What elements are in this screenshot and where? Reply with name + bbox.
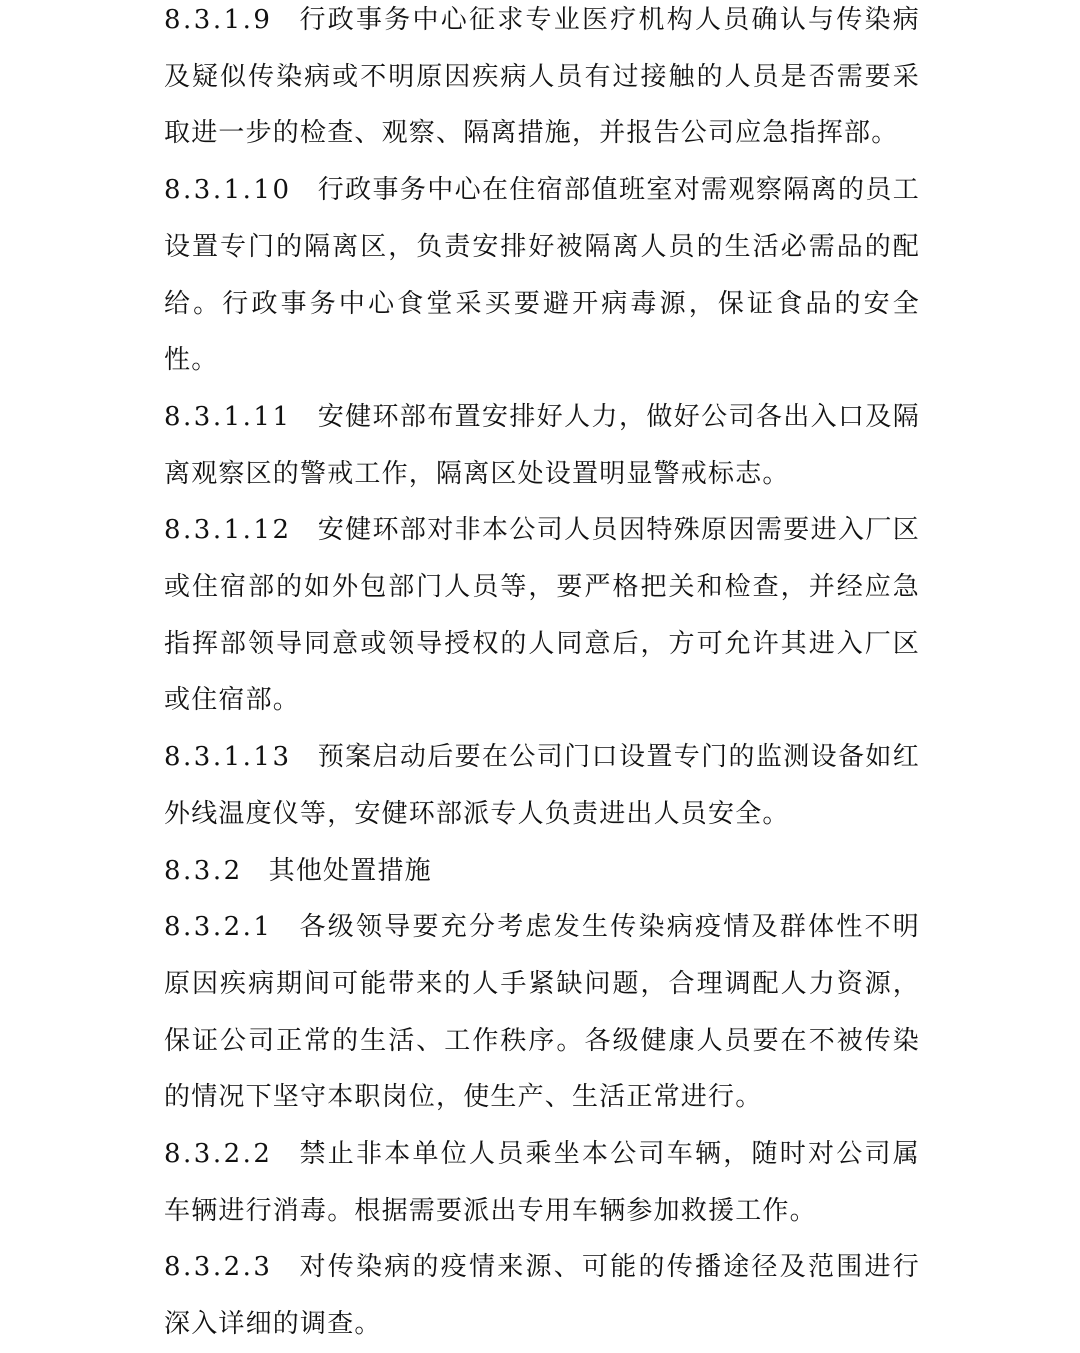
paragraph-8-3-2-2 <box>164 1126 920 1239</box>
paragraph-8-3-1-10 <box>164 162 920 389</box>
clause-text: 安健环部对非本公司人员因特殊原因需要进入厂区或住宿部的如外包部门人员等，要严格把关和检查，并经应急指挥部领导同意或领导授权的人同意后，方可允许其进入厂区或住宿部。 <box>164 515 920 716</box>
paragraph-8-3-1-9 <box>164 0 920 162</box>
clause-number: 8.3.2.2 <box>164 1139 273 1170</box>
clause-text: 其他处置措施 <box>268 855 432 886</box>
section-heading-8-3-2 <box>164 843 920 900</box>
paragraph-8-3-1-12 <box>164 502 920 729</box>
paragraph-8-3-1-13 <box>164 729 920 842</box>
clause-text: 行政事务中心征求专业医疗机构人员确认与传染病及疑似传染病或不明原因疾病人员有过接触的人员是否需要采取进一步的检查、观察、隔离措施，并报告公司应急指挥部。 <box>164 5 920 149</box>
clause-number: 8.3.2 <box>164 855 243 886</box>
paragraph-8-3-2-1 <box>164 899 920 1126</box>
clause-number: 8.3.1.12 <box>164 515 292 546</box>
clause-text: 禁止非本单位人员乘坐本公司车辆，随时对公司属车辆进行消毒。根据需要派出专用车辆参加救援工作。 <box>164 1139 920 1226</box>
clause-text: 对传染病的疫情来源、可能的传播途径及范围进行深入详细的调查。 <box>164 1252 920 1340</box>
clause-text: 安健环部布置安排好人力，做好公司各出入口及隔离观察区的警戒工作，隔离区处设置明显警戒标志。 <box>164 401 920 489</box>
clause-text: 行政事务中心在住宿部值班室对需观察隔离的员工设置专门的隔离区，负责安排好被隔离人员的生活必需品的配给。行政事务中心食堂采买要避开病毒源，保证食品的安全性。 <box>164 175 920 376</box>
clause-text: 预案启动后要在公司门口设置专门的监测设备如红外线温度仪等，安健环部派专人负责进出人员安全。 <box>164 742 920 829</box>
clause-number: 8.3.1.10 <box>164 175 292 206</box>
clause-number: 8.3.2.3 <box>164 1252 273 1283</box>
paragraph-8-3-1-11 <box>164 389 920 502</box>
document-page <box>164 0 920 1353</box>
clause-number: 8.3.1.11 <box>164 401 292 432</box>
clause-number: 8.3.1.9 <box>164 5 273 35</box>
clause-number: 8.3.1.13 <box>164 742 292 773</box>
clause-text: 各级领导要充分考虑发生传染病疫情及群体性不明原因疾病期间可能带来的人手紧缺问题，合理调配人力资源，保证公司正常的生活、工作秩序。各级健康人员要在不被传染的情况下坚守本职岗位，使生产、生活正常进行。 <box>164 912 920 1113</box>
paragraph-8-3-2-3 <box>164 1239 920 1352</box>
clause-number: 8.3.2.1 <box>164 912 273 943</box>
